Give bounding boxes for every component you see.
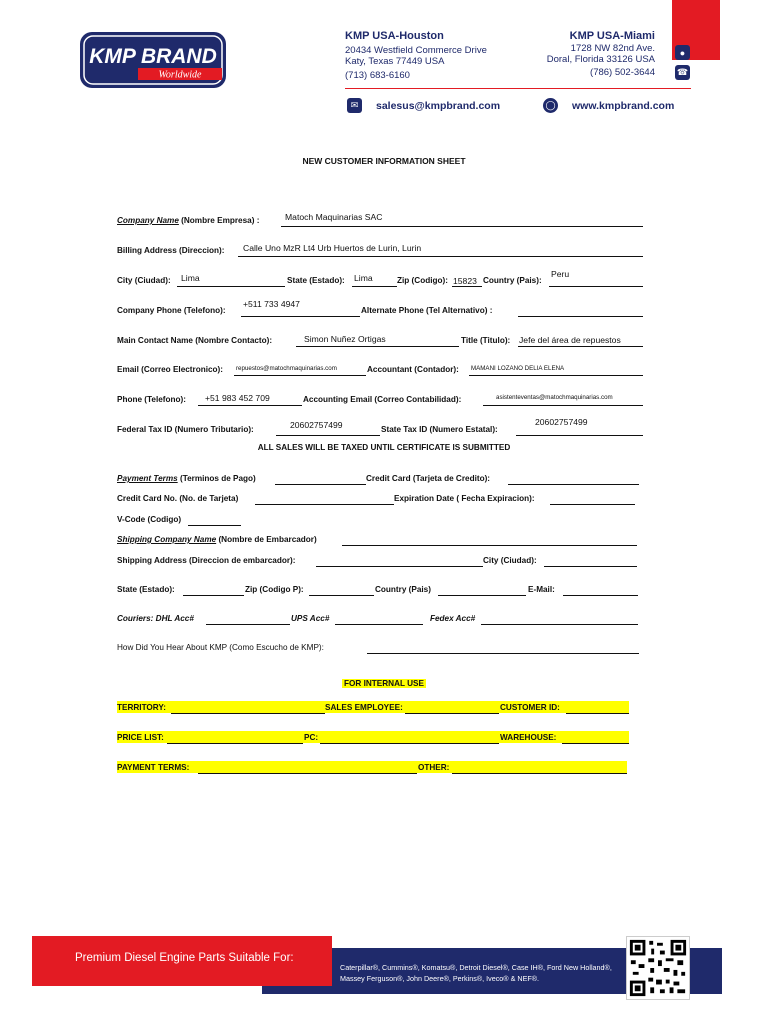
state-label: State (Estado): <box>287 276 345 285</box>
credit-card-line <box>508 484 639 485</box>
country-value[interactable]: Peru <box>551 269 570 279</box>
email-line <box>234 375 366 376</box>
email-value[interactable]: repuestos@matochmaquinarias.com <box>236 365 337 372</box>
payment-terms-internal-label: PAYMENT TERMS: <box>117 763 190 772</box>
internal-row-3-highlight <box>117 761 627 773</box>
houston-address-1: 20434 Westfield Commerce Drive <box>345 45 487 56</box>
miami-title: KMP USA-Miami <box>569 30 655 42</box>
header-email-link[interactable]: salesus@kmpbrand.com <box>376 100 501 112</box>
globe-icon: ◯ <box>543 98 558 113</box>
billing-value[interactable]: Calle Uno MzR Lt4 Urb Huertos de Lurin, Lurin <box>243 243 422 253</box>
state-line <box>352 286 397 287</box>
other-label: OTHER: <box>418 763 450 772</box>
territory-label: TERRITORY: <box>117 703 166 712</box>
hear-about-label: How Did You Hear About KMP (Como Escucho de KMP): <box>117 643 324 652</box>
accountant-label: Accountant (Contador): <box>367 365 459 374</box>
ship-state-line <box>183 595 244 596</box>
dhl-line <box>206 624 290 625</box>
shipping-company-line <box>342 545 637 546</box>
federal-tax-line <box>276 435 380 436</box>
state-tax-line <box>516 435 643 436</box>
email-label: Email (Correo Electronico): <box>117 365 224 374</box>
shipping-city-line <box>544 566 637 567</box>
company-name-label: Company Name (Nombre Empresa) : <box>117 216 260 225</box>
ship-zip-label: Zip (Codigo P): <box>245 585 304 594</box>
location-pin-icon: ● <box>675 45 690 60</box>
payment-terms-internal-line <box>198 773 417 774</box>
footer-tagline: Premium Diesel Engine Parts Suitable For: <box>75 952 294 964</box>
email-icon: ✉ <box>347 98 362 113</box>
header-website-link[interactable]: www.kmpbrand.com <box>572 100 675 112</box>
phone-icon: ☎ <box>675 65 690 80</box>
alternate-phone-label: Alternate Phone (Tel Alternativo) : <box>361 306 493 315</box>
fedex-line <box>481 624 638 625</box>
ship-country-label: Country (Pais) <box>375 585 431 594</box>
warehouse-line <box>562 743 629 744</box>
kmp-brand-logo <box>78 30 228 90</box>
company-phone-label: Company Phone (Telefono): <box>117 306 226 315</box>
sales-employee-label: SALES EMPLOYEE: <box>325 703 403 712</box>
sales-employee-line <box>405 713 499 714</box>
ups-line <box>335 624 423 625</box>
credit-card-label: Credit Card (Tarjeta de Credito): <box>366 474 491 483</box>
company-name-line <box>281 226 643 227</box>
state-tax-value[interactable]: 20602757499 <box>535 417 588 427</box>
hear-about-line <box>367 653 639 654</box>
phone-label: Phone (Telefono): <box>117 395 186 404</box>
ship-zip-line <box>309 595 374 596</box>
tax-notice: ALL SALES WILL BE TAXED UNTIL CERTIFICATE IS SUBMITTED <box>257 443 511 452</box>
vcode-line <box>188 525 241 526</box>
company-phone-line <box>241 316 360 317</box>
miami-phone: (786) 502-3644 <box>590 67 655 78</box>
pc-label: PC: <box>304 733 319 742</box>
zip-label: Zip (Codigo): <box>397 276 448 285</box>
shipping-address-label: Shipping Address (Direccion de embarcador): <box>117 556 296 565</box>
accounting-email-value[interactable]: asistenteventas@matochmaquinarias.com <box>496 394 613 401</box>
accountant-value[interactable]: MAMANI LOZANO DELIA ELENA <box>471 365 565 372</box>
company-name-value[interactable]: Matoch Maquinarias SAC <box>285 212 383 222</box>
company-phone-value[interactable]: +511 733 4947 <box>243 299 300 309</box>
other-line <box>452 773 627 774</box>
card-number-label: Credit Card No. (No. de Tarjeta) <box>117 494 239 503</box>
main-contact-line <box>296 346 459 347</box>
customer-id-label: CUSTOMER ID: <box>500 703 560 712</box>
svg-text:KMP BRAND: KMP BRAND <box>89 45 217 68</box>
svg-text:Worldwide: Worldwide <box>158 69 202 81</box>
internal-use-title: FOR INTERNAL USE <box>344 679 424 688</box>
expiration-label: Expiration Date ( Fecha Expiracion): <box>394 494 535 503</box>
dhl-label: Couriers: DHL Acc# <box>117 614 194 623</box>
accounting-email-line <box>483 405 643 406</box>
alternate-phone-line <box>518 316 643 317</box>
warehouse-label: WAREHOUSE: <box>500 733 557 742</box>
main-contact-value[interactable]: Simon Nuñez Ortigas <box>304 334 386 344</box>
header-divider <box>345 88 691 89</box>
state-tax-label: State Tax ID (Numero Estatal): <box>381 425 498 434</box>
country-label: Country (Pais): <box>483 276 542 285</box>
pc-line <box>320 743 499 744</box>
payment-terms-line <box>275 484 366 485</box>
contact-title-line <box>518 346 643 347</box>
main-contact-label: Main Contact Name (Nombre Contacto): <box>117 336 273 345</box>
ship-country-line <box>438 595 526 596</box>
miami-address-2: Doral, Florida 33126 USA <box>546 54 655 65</box>
zip-value[interactable]: 15823 <box>453 276 477 286</box>
shipping-address-line <box>316 566 483 567</box>
federal-tax-label: Federal Tax ID (Numero Tributario): <box>117 425 254 434</box>
miami-address-1: 1728 NW 82nd Ave. <box>570 43 655 54</box>
houston-address-2: Katy, Texas 77449 USA <box>345 56 445 67</box>
vcode-label: V-Code (Codigo) <box>117 515 182 524</box>
qr-code-icon[interactable] <box>626 936 690 1000</box>
city-value[interactable]: Lima <box>181 273 200 283</box>
territory-line <box>171 713 325 714</box>
expiration-line <box>550 504 635 505</box>
fedex-label: Fedex Acc# <box>430 614 476 623</box>
houston-title: KMP USA-Houston <box>345 30 444 42</box>
ship-email-line <box>563 595 638 596</box>
accounting-email-label: Accounting Email (Correo Contabilidad): <box>303 395 462 404</box>
federal-tax-value[interactable]: 20602757499 <box>290 420 343 430</box>
phone-line <box>198 405 302 406</box>
city-label: City (Ciudad): <box>117 276 171 285</box>
houston-phone: (713) 683-6160 <box>345 70 410 81</box>
accountant-line <box>469 375 643 376</box>
state-value[interactable]: Lima <box>354 273 373 283</box>
payment-terms-label: Payment Terms (Terminos de Pago) <box>117 474 256 483</box>
ups-label: UPS Acc# <box>291 614 330 623</box>
billing-line <box>238 256 643 257</box>
card-number-line <box>255 504 394 505</box>
shipping-company-label: Shipping Company Name (Nombre de Embarcador) <box>117 535 317 544</box>
customer-id-line <box>566 713 629 714</box>
billing-label: Billing Address (Direccion): <box>117 246 225 255</box>
form-title: NEW CUSTOMER INFORMATION SHEET <box>302 156 466 166</box>
contact-title-value[interactable]: Jefe del área de repuestos <box>519 335 621 345</box>
ship-state-label: State (Estado): <box>117 585 175 594</box>
zip-line <box>452 286 482 287</box>
price-list-label: PRICE LIST: <box>117 733 164 742</box>
city-line <box>177 286 285 287</box>
footer-brands: Caterpillar®, Cummins®, Komatsu®, Detroit Diesel®, Case IH®, Ford New Holland®, Massey Ferguson®, John Deere®, Perkins®, Iveco® & NEF®. <box>340 963 612 983</box>
price-list-line <box>167 743 303 744</box>
contact-title-label: Title (Titulo): <box>461 336 511 345</box>
phone-value[interactable]: +51 983 452 709 <box>205 393 270 403</box>
shipping-city-label: City (Ciudad): <box>483 556 537 565</box>
ship-email-label: E-Mail: <box>528 585 555 594</box>
country-line <box>549 286 643 287</box>
